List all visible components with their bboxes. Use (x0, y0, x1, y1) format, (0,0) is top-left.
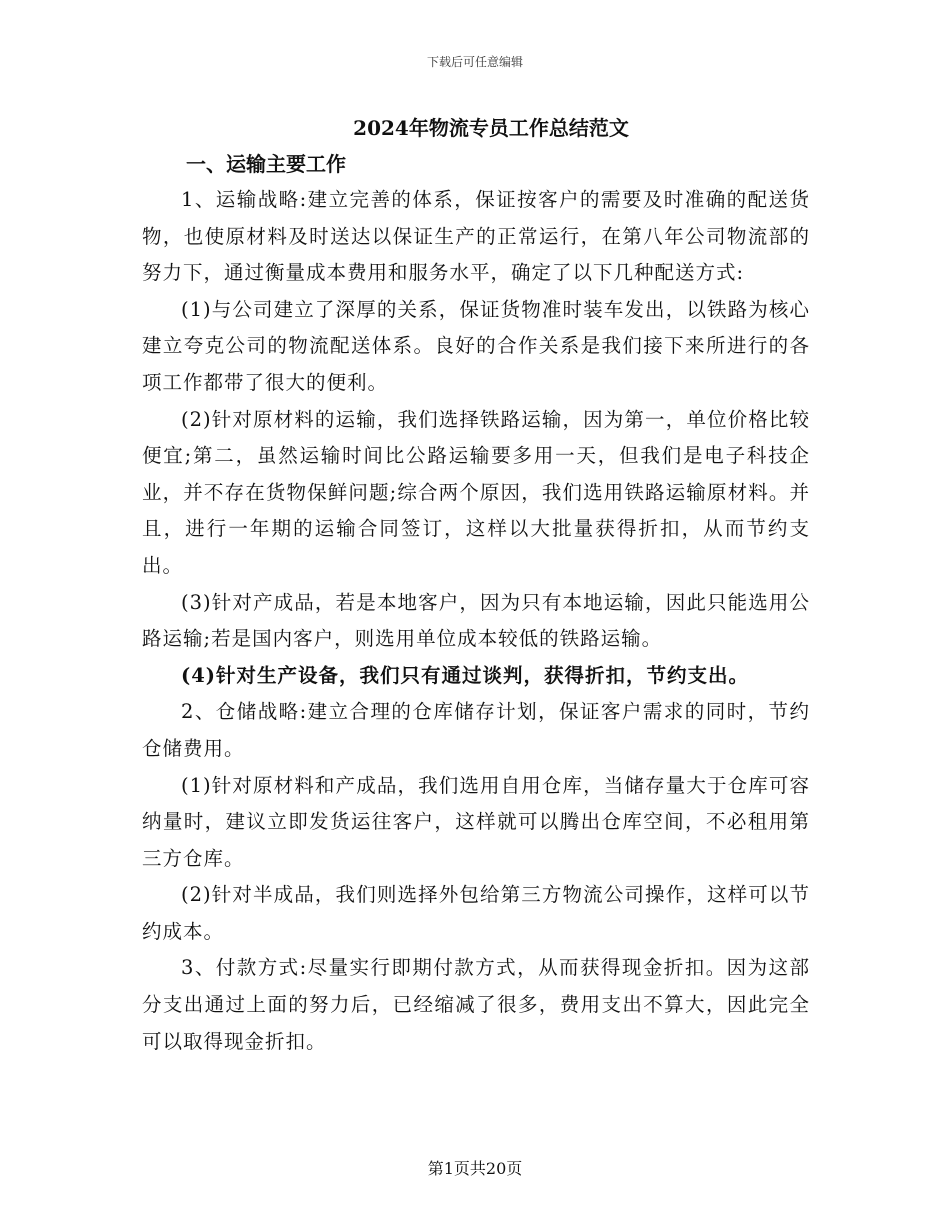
paragraph: (1)与公司建立了深厚的关系，保证货物准时装车发出，以铁路为核心建立夸克公司的物流配送体系。良好的合作关系是我们接下来所进行的各项工作都带了很大的便利。 (142, 297, 810, 394)
paragraph: 3、付款方式:尽量实行即期付款方式，从而获得现金折扣。因为这部分支出通过上面的努力后，已经缩减了很多，费用支出不算大，因此完全可以取得现金折扣。 (142, 956, 810, 1053)
paragraph: 2、仓储战略:建立合理的仓库储存计划，保证客户需求的同时，节约仓储费用。 (142, 700, 810, 760)
page-indicator: 第1页共20页 (427, 1159, 523, 1178)
paragraph: (2)针对半成品，我们则选择外包给第三方物流公司操作，这样可以节约成本。 (142, 883, 810, 943)
paragraph: 1、运输战略:建立完善的体系，保证按客户的需要及时准确的配送货物，也使原材料及时送达以保证生产的正常运行，在第八年公司物流部的努力下，通过衡量成本费用和服务水平，确定了以下几种配送方式: (142, 188, 810, 285)
paragraph: (2)针对原材料的运输，我们选择铁路运输，因为第一，单位价格比较便宜;第二，虽然运输时间比公路运输要多用一天，但我们是电子科技企业，并不存在货物保鲜问题;综合两个原因，我们选用铁路运输原材料。并且，进行一年期的运输合同签订，这样以大批量获得折扣，从而节约支出。 (142, 407, 810, 577)
header-note: 下载后可任意编辑 (426, 55, 523, 69)
section-heading: 一、运输主要工作 (186, 152, 346, 176)
document-title: 2024年物流专员工作总结范文 (353, 116, 629, 140)
document-body (142, 112, 810, 1060)
paragraph: (1)针对原材料和产成品，我们选用自用仓库，当储存量大于仓库可容纳量时，建议立即发货运往客户，这样就可以腾出仓库空间，不必租用第三方仓库。 (142, 773, 810, 870)
paragraph-bold: (4)针对生产设备，我们只有通过谈判，获得折扣，节约支出。 (181, 663, 750, 687)
paragraph: (3)针对产成品，若是本地客户，因为只有本地运输，因此只能选用公路运输;若是国内客户，则选用单位成本较低的铁路运输。 (142, 590, 810, 651)
